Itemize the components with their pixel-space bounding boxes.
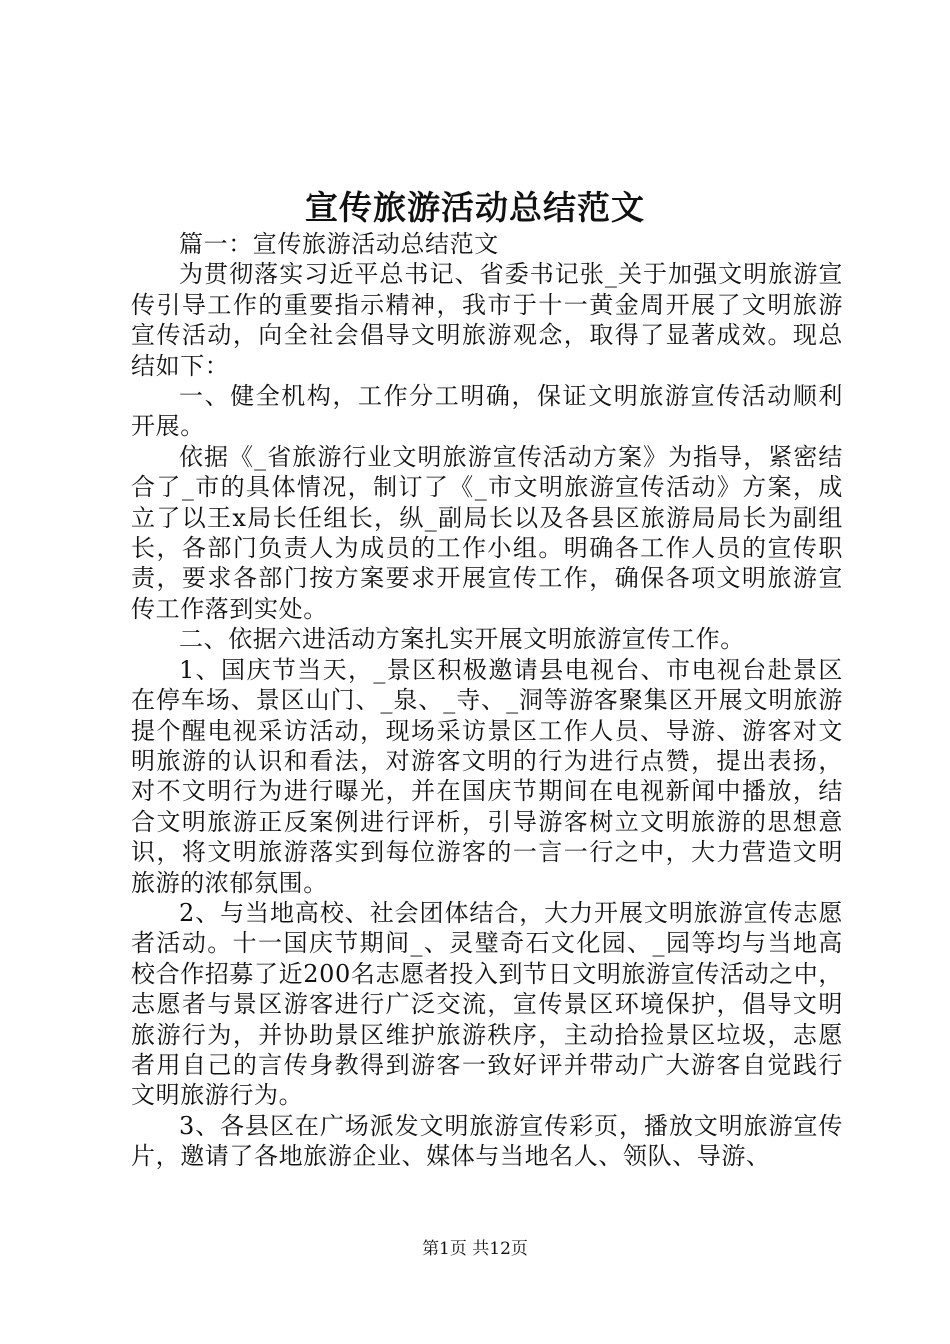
item-three-paragraph: 3、各县区在广场派发文明旅游宣传彩页，播放文明旅游宣传片，邀请了各地旅游企业、媒体与当地名人、领队、导游、: [131, 1111, 843, 1171]
item-two-paragraph: 2、与当地高校、社会团体结合，大力开展文明旅游宣传志愿者活动。十一国庆节期间_、灵璧奇石文化园、_园等均与当地高校合作招募了近200名志愿者投入到节日文明旅游宣传活动之中，志愿者与景区游客进行广泛交流，宣传景区环境保护，倡导文明旅游行为，并协助景区维护旅游秩序，主动拾捡景区垃圾，志愿者用自己的言传身教得到游客一致好评并带动广大游客自觉践行文明旅游行为。: [131, 898, 843, 1110]
document-title: 宣传旅游活动总结范文: [305, 188, 645, 227]
document-body: [131, 229, 843, 1172]
intro-paragraph: 为贯彻落实习近平总书记、省委书记张_关于加强文明旅游宣传引导工作的重要指示精神，我市于十一黄金周开展了文明旅游宣传活动，向全社会倡导文明旅游观念，取得了显著成效。现总结如下：: [131, 260, 843, 380]
section-one-heading: 一、健全机构，工作分工明确，保证文明旅游宣传活动顺利开展。: [131, 382, 843, 441]
section-two-heading: 二、依据六进活动方案扎实开展文明旅游宣传工作。: [179, 625, 745, 654]
section-heading: 篇一：宣传旅游活动总结范文: [179, 230, 499, 258]
section-one-paragraph: 依据《_省旅游行业文明旅游宣传活动方案》为指导，紧密结合了_市的具体情况，制订了《_市文明旅游宣传活动》方案，成立了以王x局长任组长，纵_副局长以及各县区旅游局局长为副组长，各部门负责人为成员的工作小组。明确各工作人员的宣传职责，要求各部门按方案要求开展宣传工作，确保各项文明旅游宣传工作落到实处。: [131, 442, 843, 623]
page-footer: 第1页 共12页: [422, 1239, 528, 1259]
item-one-paragraph: 1、国庆节当天，_景区积极邀请县电视台、市电视台赴景区在停车场、景区山门、_泉、_寺、_洞等游客聚集区开展文明旅游提个醒电视采访活动，现场采访景区工作人员、导游、游客对文明旅游的认识和看法，对游客文明的行为进行点赞，提出表扬，对不文明行为进行曝光，并在国庆节期间在电视新闻中播放，结合文明旅游正反案例进行评析，引导游客树立文明旅游的思想意识，将文明旅游落实到每位游客的一言一行之中，大力营造文明旅游的浓郁氛围。: [131, 655, 843, 897]
